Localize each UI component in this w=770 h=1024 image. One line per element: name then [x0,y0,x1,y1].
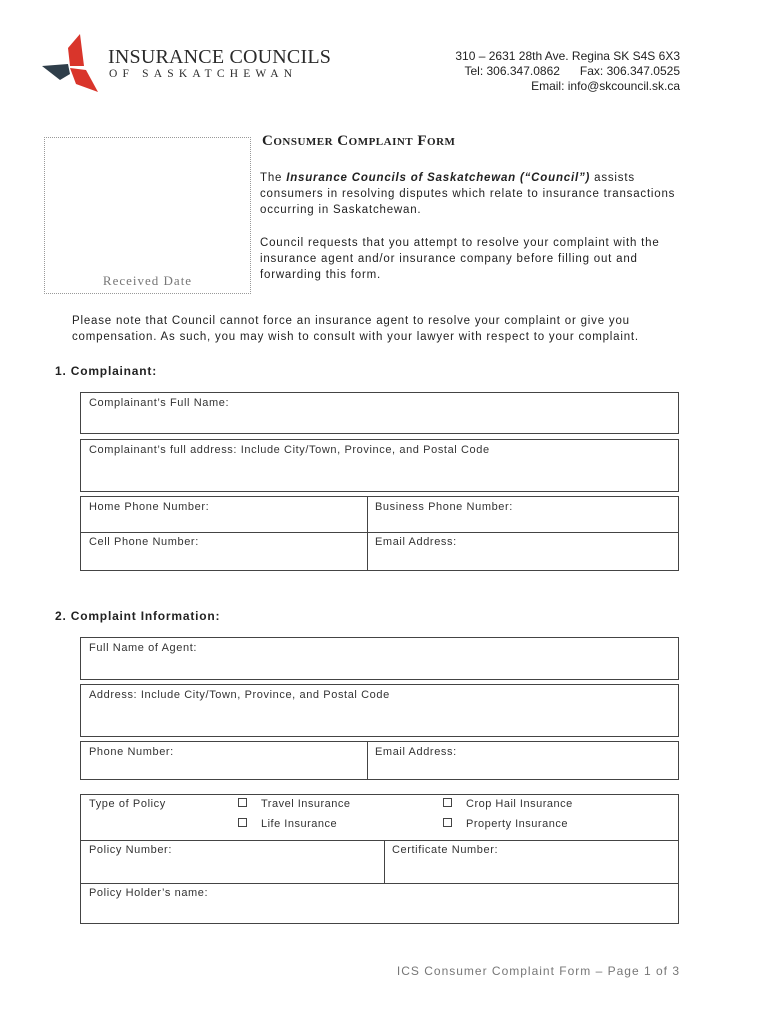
crop-hail-insurance-label: Crop Hail Insurance [466,798,573,810]
intro-rest: assists consumers in resolving disputes which relate to insurance transactions occurring in Saskatchewan. [260,172,676,216]
org-name: INSURANCE COUNCILS [108,46,332,68]
complainant-name-label: Complainant’s Full Name: [89,397,230,409]
property-insurance-option[interactable] [443,818,568,830]
received-date-label: Received Date [102,273,193,288]
policy-block [80,794,679,924]
checkbox-icon[interactable] [443,798,452,807]
property-insurance-label: Property Insurance [466,818,568,830]
checkbox-icon[interactable] [238,798,247,807]
org-name-sub: OF SASKATCHEWAN [109,68,298,80]
complainant-address-label: Complainant’s full address: Include City/Town, Province, and Postal Code [89,444,490,456]
checkbox-icon[interactable] [443,818,452,827]
cell-phone-field[interactable] [81,532,367,570]
address-line: 310 – 2631 28th Ave. Regina SK S4S 6X3 [455,49,680,63]
request-paragraph: Council requests that you attempt to resolve your complaint with the insurance agent and/or insurance company before filling out and forwarding this form. [260,237,660,281]
phone-fax-line: Tel: 306.347.0862 Fax: 306.347.0525 [464,64,680,78]
note-paragraph: Please note that Council cannot force an insurance agent to resolve your complaint or give you compensation. As such, you may wish to consult with your lawyer with respect to your complaint. [72,315,639,343]
agent-email-field[interactable] [367,742,679,779]
policy-number-label: Policy Number: [89,844,172,856]
policy-holder-label: Policy Holder’s name: [89,887,209,899]
agent-name-label: Full Name of Agent: [89,642,198,654]
page-footer: ICS Consumer Complaint Form – Page 1 of 3 [396,964,680,978]
agent-phone-label: Phone Number: [89,746,174,758]
agent-contact-row [80,741,679,780]
section2-title: 2. Complaint Information: [55,609,221,623]
policy-type-label: Type of Policy [89,798,166,810]
intro-paragraph [260,170,690,218]
business-phone-label: Business Phone Number: [375,501,513,513]
travel-insurance-option[interactable] [238,798,351,810]
policy-number-field[interactable] [81,840,384,883]
intro-org: Insurance Councils of Saskatchewan (“Council”) [286,172,591,184]
home-phone-field[interactable] [81,497,367,532]
email-line: Email: info@skcouncil.sk.ca [531,79,680,93]
contact-block [455,49,680,94]
home-phone-label: Home Phone Number: [89,501,210,513]
received-date-box [44,137,251,294]
intro-the: The [260,172,287,184]
life-insurance-option[interactable] [238,818,337,830]
checkbox-icon[interactable] [238,818,247,827]
policy-holder-field[interactable] [81,883,679,923]
certificate-number-label: Certificate Number: [392,844,499,856]
agent-email-label: Email Address: [375,746,457,758]
form-title: Consumer Complaint Form [262,133,456,149]
complainant-address-field[interactable] [80,439,679,492]
life-insurance-label: Life Insurance [261,818,338,830]
complainant-email-field[interactable] [367,532,679,570]
certificate-number-field[interactable] [384,840,679,883]
complainant-email-label: Email Address: [375,536,457,548]
complainant-phone-grid [80,496,679,571]
agent-name-field[interactable] [80,637,679,680]
travel-insurance-label: Travel Insurance [261,798,351,810]
org-logo [40,34,104,94]
crop-hail-insurance-option[interactable] [443,798,573,810]
business-phone-field[interactable] [367,497,679,532]
complainant-name-field[interactable] [80,392,679,434]
section1-title: 1. Complainant: [55,364,158,378]
cell-phone-label: Cell Phone Number: [89,536,199,548]
agent-address-field[interactable] [80,684,679,737]
agent-address-label: Address: Include City/Town, Province, and Postal Code [89,689,390,701]
agent-phone-field[interactable] [81,742,367,779]
